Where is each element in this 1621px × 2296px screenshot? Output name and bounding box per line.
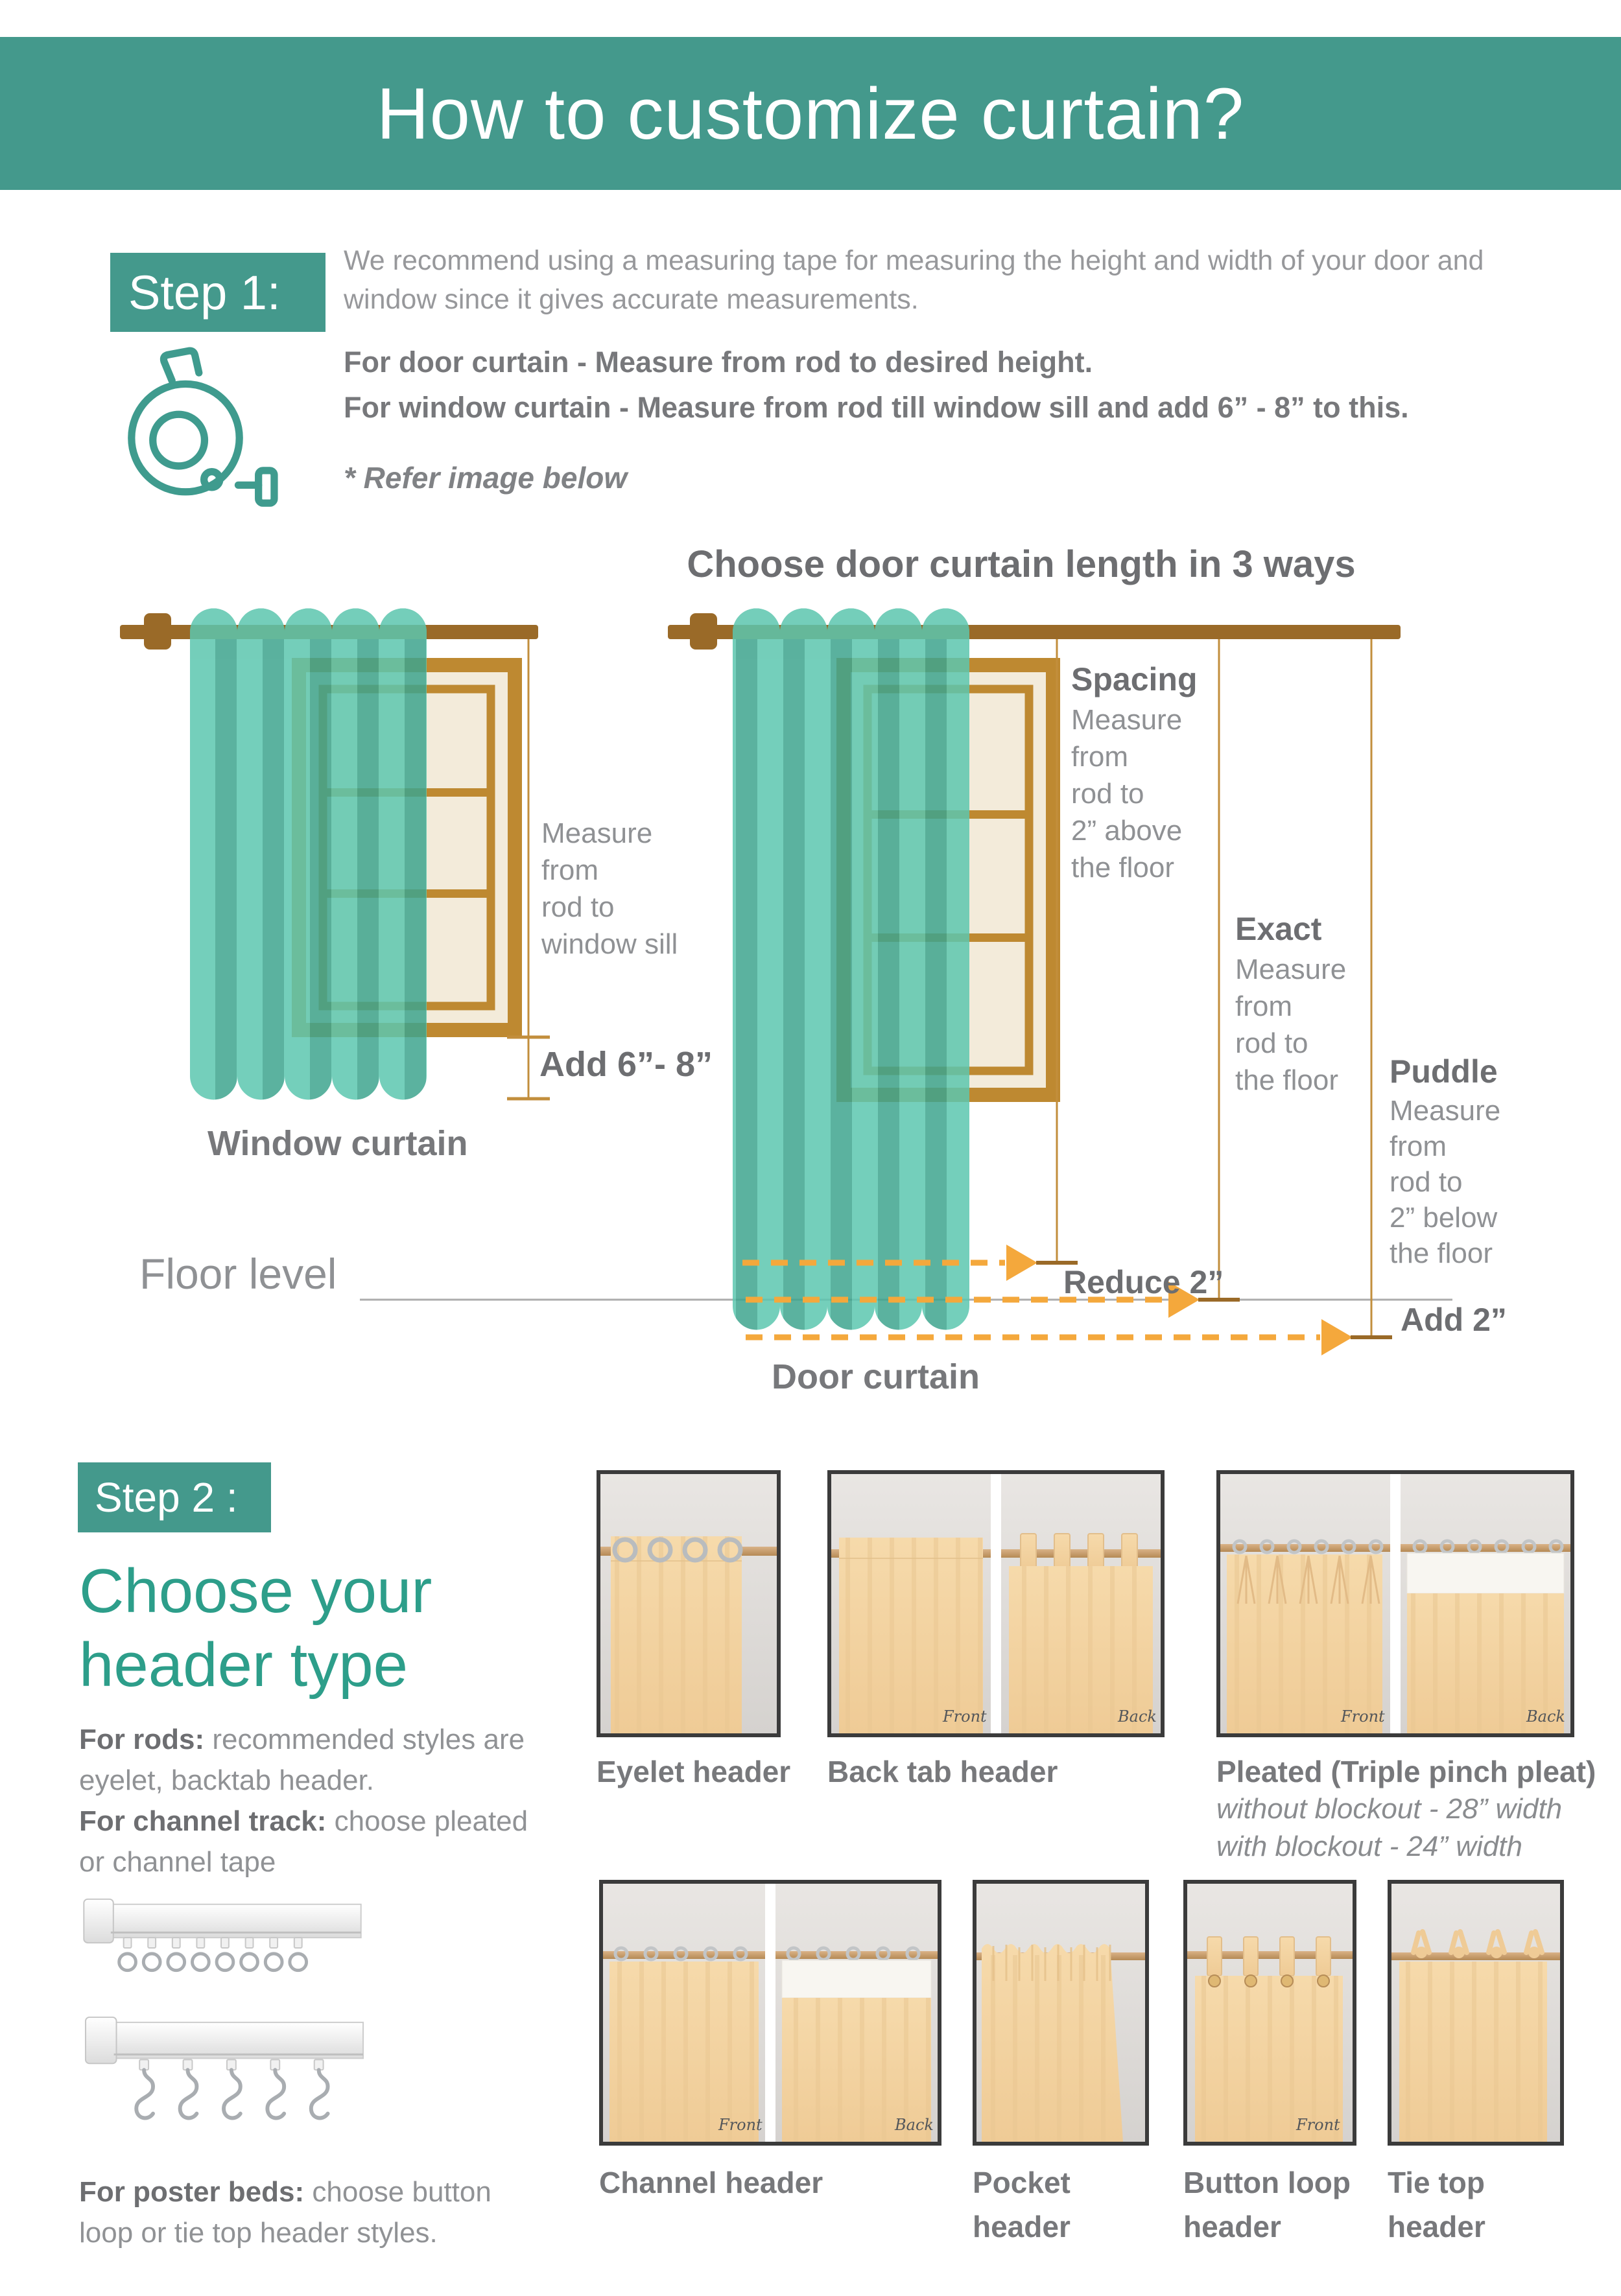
track-s-hooks: [136, 2059, 327, 2118]
buttonloop-header-photo: [1183, 1880, 1356, 2146]
banner: [0, 37, 1621, 190]
window-measure-line: rod to: [541, 891, 615, 923]
poster-bold: For poster beds:: [79, 2176, 305, 2208]
spacing-line: rod to: [1071, 778, 1144, 810]
floor-level-label: Floor level: [139, 1250, 337, 1298]
door-curtain-illustration: [733, 596, 969, 1330]
spacing-line: 2” above: [1071, 815, 1183, 847]
poster-rest: choose button loop or tie top header styles.: [79, 2176, 491, 2249]
step1-intro: We recommend using a measuring tape for measuring the height and width of your door and window since it gives accurate measurements.: [344, 245, 1484, 315]
pleated-header-photo: [1216, 1470, 1574, 1737]
back-script: Back: [1118, 1707, 1157, 1726]
poster-beds-recommendation: [79, 2172, 520, 2253]
exact-title: Exact: [1235, 911, 1322, 947]
pocket-label-line2: header: [973, 2210, 1071, 2243]
exact-line: rod to: [1235, 1027, 1308, 1059]
step2-badge: [78, 1462, 271, 1532]
spacing-line: from: [1071, 741, 1128, 773]
spacing-title: Spacing: [1071, 661, 1198, 697]
exact-line: from: [1235, 990, 1292, 1022]
puddle-line: Measure: [1390, 1095, 1501, 1127]
rods-bold: For rods:: [79, 1724, 205, 1755]
measuring-tape-icon: [118, 331, 287, 525]
channel-rest: choose pleated or channel tape: [79, 1805, 528, 1878]
puddle-line: rod to: [1390, 1166, 1463, 1198]
door-instruction: For door curtain - Measure from rod to desired height.: [344, 346, 1093, 379]
channel-tape: [782, 1960, 931, 1998]
backtab-header-photo: [827, 1470, 1165, 1737]
step2-heading-line: header type: [79, 1630, 408, 1700]
tietop-header-photo: [1388, 1880, 1564, 2146]
step1-badge: [110, 253, 325, 332]
refer-note: * Refer image below: [344, 461, 628, 495]
rods-recommendation: [79, 1719, 549, 1882]
puddle-title: Puddle: [1390, 1053, 1498, 1090]
channel-header-photo: [599, 1880, 941, 2146]
measurement-diagram: [0, 532, 1621, 1439]
step2-heading: [79, 1554, 432, 1702]
puddle-line: 2” below: [1390, 1202, 1498, 1234]
step2-heading-line: Choose your: [79, 1556, 432, 1626]
back-script: Back: [1526, 1707, 1565, 1726]
pocket-label-line1: Pocket: [973, 2166, 1071, 2199]
step1-instructions: [344, 340, 1589, 430]
backtab-label: Back tab header: [827, 1755, 1058, 1788]
window-measure-line: Measure: [541, 817, 653, 849]
front-script: Front: [1296, 2116, 1340, 2134]
tietop-label-line1: Tie top: [1388, 2166, 1485, 2199]
buttonloop-label-line2: header: [1183, 2210, 1281, 2243]
page-title: How to customize curtain?: [376, 73, 1245, 154]
buttonloop-label-line1: Button loop: [1183, 2166, 1351, 2199]
front-script: Front: [718, 2116, 763, 2134]
eyelet-header-photo: [597, 1470, 781, 1737]
step2-badge-label: Step 2 :: [95, 1474, 238, 1521]
spacing-line: Measure: [1071, 704, 1183, 736]
channel-label: Channel header: [599, 2166, 823, 2199]
spacing-block: [1071, 661, 1197, 884]
puddle-line: from: [1390, 1130, 1447, 1162]
blockout-tape: [1407, 1553, 1564, 1593]
channel-bold: For channel track:: [79, 1805, 327, 1837]
window-measure-line: from: [541, 854, 598, 886]
window-curtain-illustration: [190, 596, 427, 1100]
pleated-label: Pleated (Triple pinch pleat): [1216, 1755, 1596, 1788]
window-curtain-label: Window curtain: [207, 1124, 468, 1163]
door-curtain-label: Door curtain: [772, 1357, 980, 1396]
exact-line: the floor: [1235, 1064, 1338, 1096]
puddle-line: the floor: [1390, 1237, 1493, 1269]
front-script: Front: [943, 1707, 987, 1726]
front-script: Front: [1341, 1707, 1385, 1726]
step1-badge-label: Step 1:: [128, 265, 281, 320]
exact-line: Measure: [1235, 954, 1347, 985]
window-measure-block: [541, 817, 678, 960]
reduce-label: Reduce 2”: [1063, 1264, 1224, 1300]
pleated-sub2: with blockout - 24” width: [1216, 1831, 1522, 1862]
tie-knots: [1414, 1932, 1542, 1952]
back-script: Back: [895, 2116, 934, 2134]
spacing-line: the floor: [1071, 852, 1174, 884]
channel-track-image-2: [83, 2008, 366, 2159]
pleated-sub1: without blockout - 28” width: [1216, 1793, 1563, 1825]
window-measure-line: window sill: [541, 928, 678, 960]
diagram-title: Choose door curtain length in 3 ways: [687, 543, 1356, 585]
track-hooks: [119, 1938, 307, 1970]
channel-track-image-1: [81, 1888, 364, 2008]
puddle-block: [1390, 1053, 1500, 1269]
eyelet-label: Eyelet header: [597, 1755, 791, 1788]
window-instruction: For window curtain - Measure from rod till window sill and add 6” - 8” to this.: [344, 391, 1409, 424]
pocket-header-photo: [973, 1880, 1149, 2146]
add2-label: Add 2”: [1401, 1302, 1507, 1338]
exact-block: [1235, 911, 1346, 1096]
rods-rest: recommended styles are eyelet, backtab header.: [79, 1724, 525, 1796]
window-add-label: Add 6”- 8”: [539, 1045, 713, 1084]
tietop-label-line2: header: [1388, 2210, 1485, 2243]
